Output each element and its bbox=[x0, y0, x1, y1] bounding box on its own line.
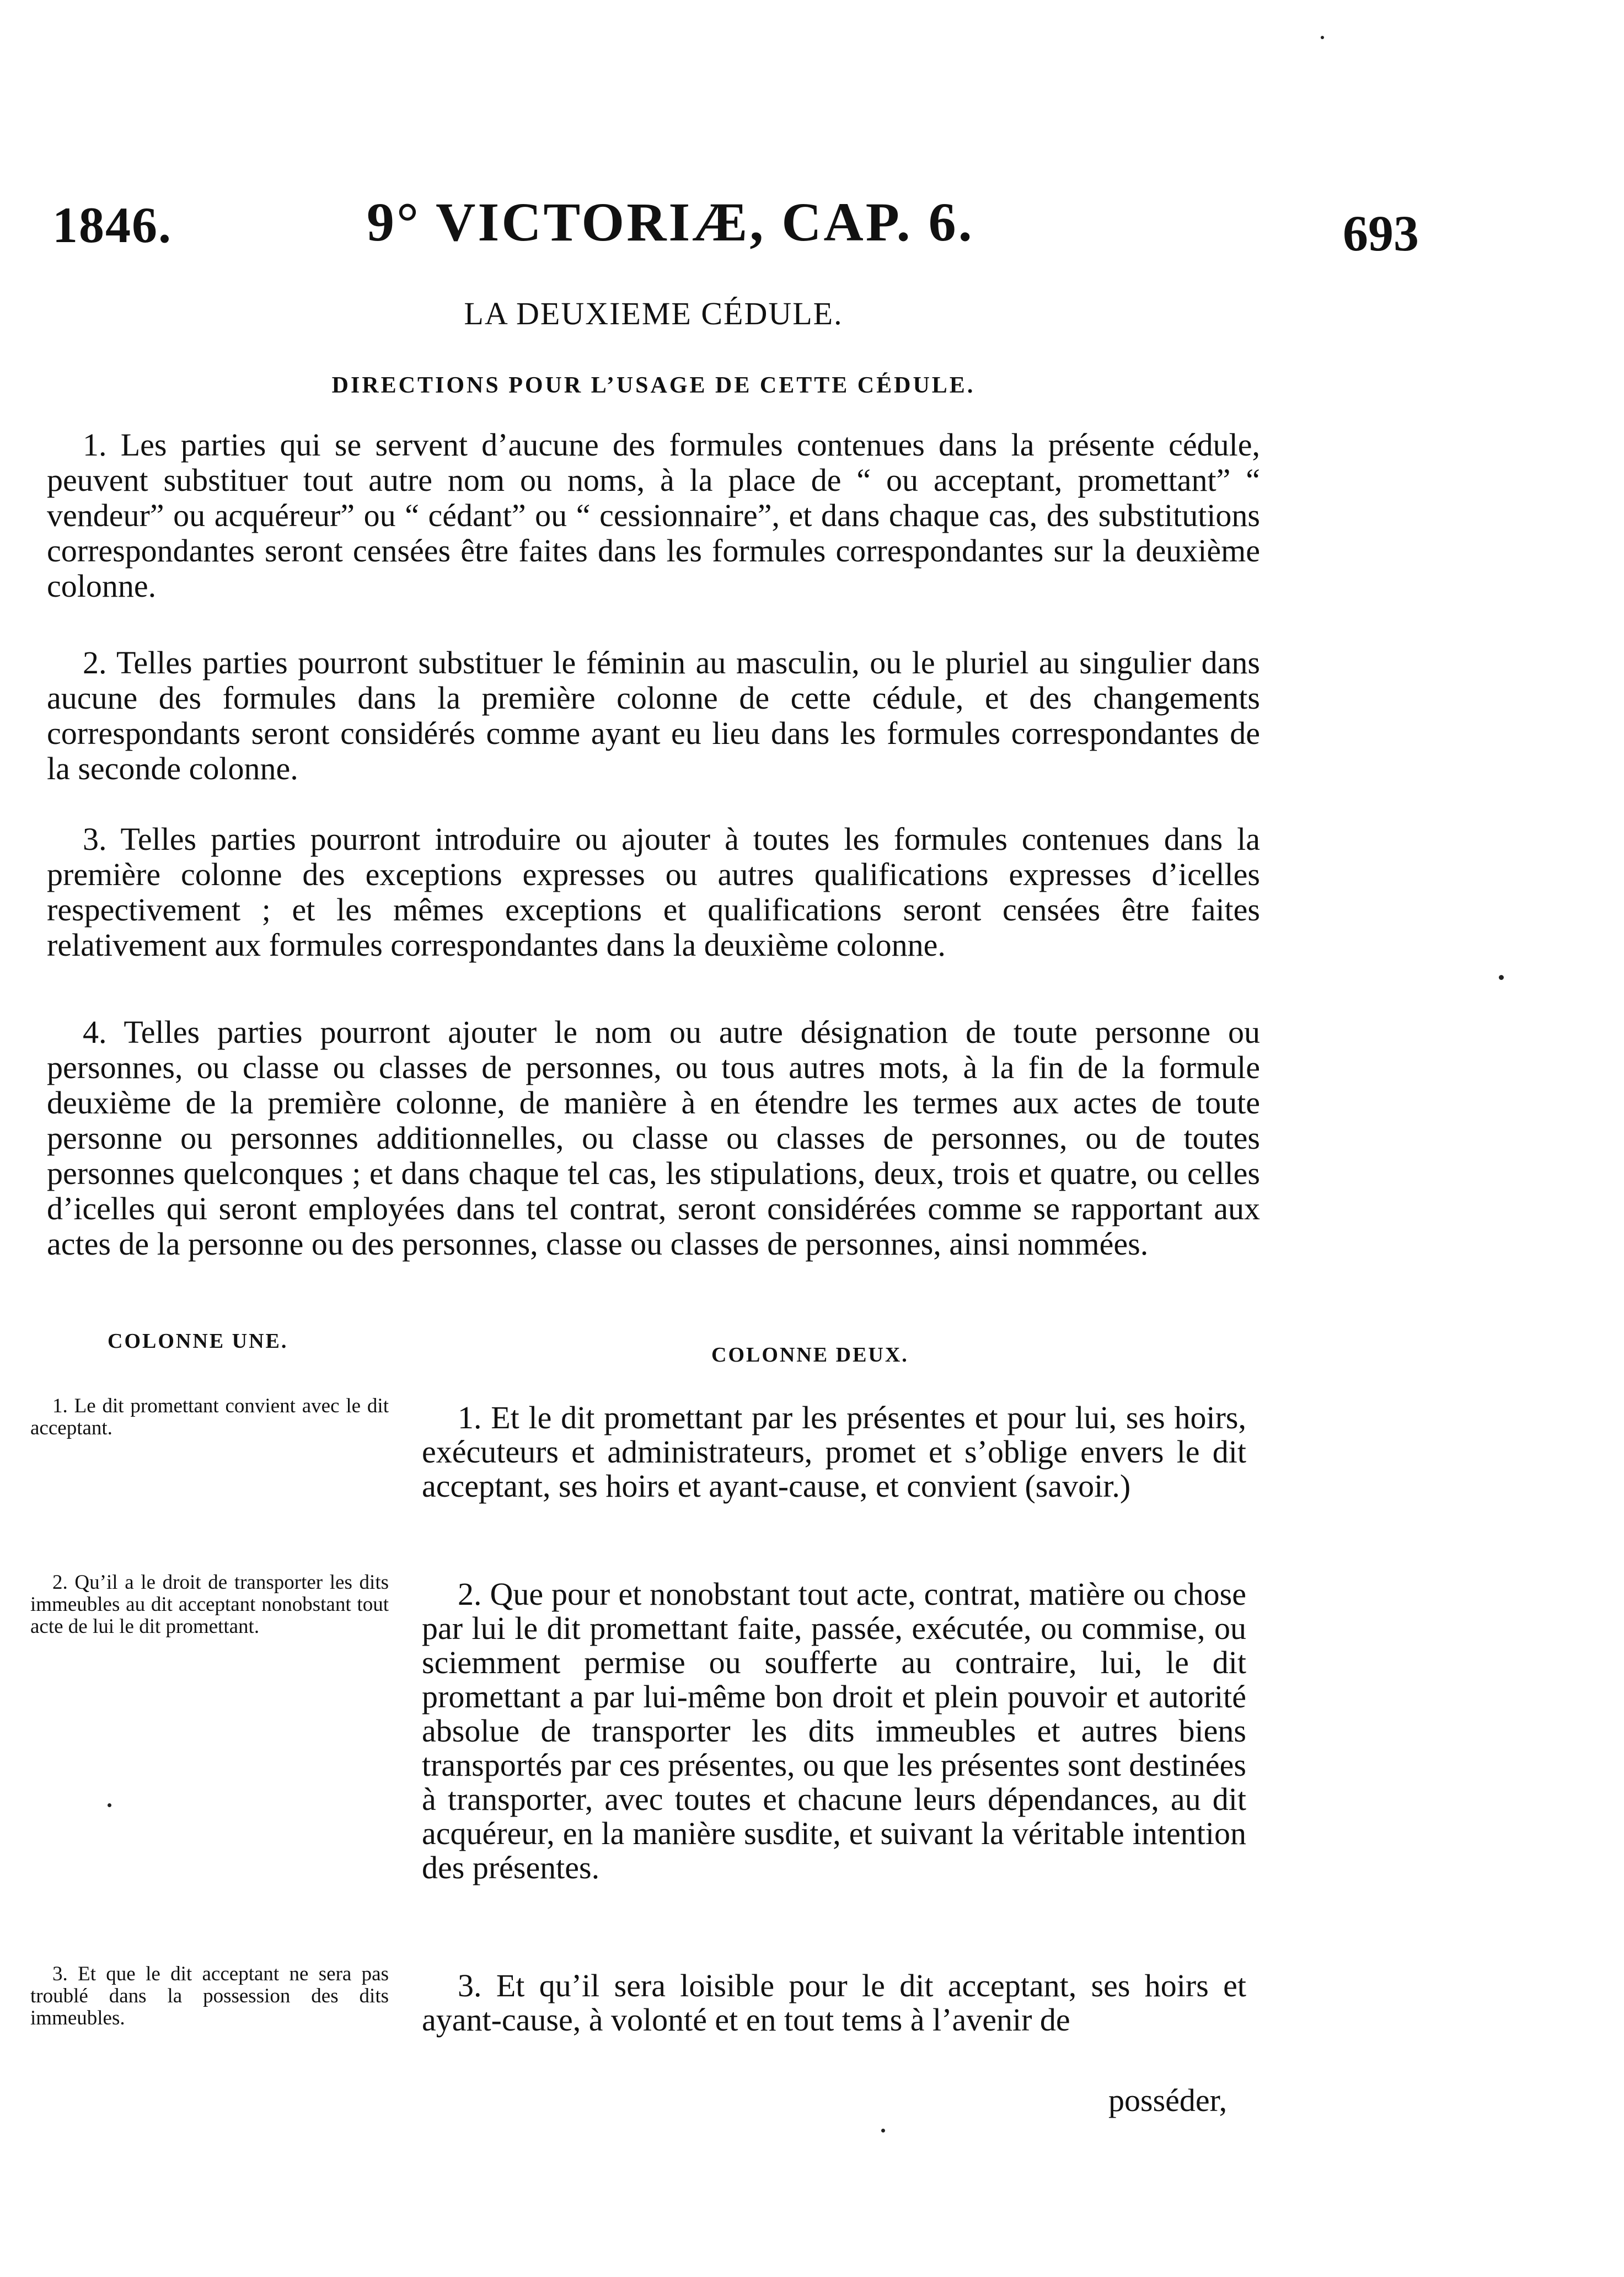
column-one-heading: COLONNE UNE. bbox=[108, 1330, 288, 1353]
scan-speck bbox=[1499, 975, 1504, 980]
margin-note-3: 3. Et que le dit acceptant ne sera pas troublé dans la possession des dits immeubles. bbox=[30, 1963, 389, 2029]
clause-3: 3. Et qu’il sera loisible pour le dit acceptant, ses hoirs et ayant-cause, à volonté et en tout tems à l’avenir de bbox=[422, 1968, 1246, 2038]
clause-2: 2. Que pour et nonobstant tout acte, contrat, matière ou chose par lui le dit promettant faite, passée, exécutée, ou commise, ou sciemment permise ou soufferte au contraire, lui, le dit promettant a par lui-même bon droit et plein pouvoir et autorité absolue de transporter les dits immeubles et autres biens transportés par ces présentes, ou que les présentes sont destinées à transporter, avec toutes et chacune leurs dépendances, au dit acquéreur, en la manière susdite, et suivant la véritable intention des présentes. bbox=[422, 1576, 1246, 1885]
page-number: 693 bbox=[1343, 205, 1419, 261]
direction-paragraph-4: 4. Telles parties pourront ajouter le nom ou autre désignation de toute personne ou personnes, ou classe ou classes de personnes, ou tous autres mots, à la fin de la formule deuxième de la première colonne, de manière à en étendre les termes aux actes de toute personne ou personnes additionnelles, ou classe ou classes de personnes, ou de toutes personnes quelconques ; et dans chaque tel cas, les stipulations, deux, trois et quatre, ou celles d’icelles qui seront employées dans tel contrat, seront considérées comme se rapportant aux actes de la personne ou des personnes, classe ou classes de personnes, ainsi nommées. bbox=[47, 1014, 1260, 1262]
catchword: posséder, bbox=[1108, 2082, 1228, 2118]
margin-note-2: 2. Qu’il a le droit de transporter les dits immeubles au dit acceptant nonobstant tout acte de lui le dit promettant. bbox=[30, 1571, 389, 1638]
header-title: 9° VICTORIÆ, CAP. 6. bbox=[367, 191, 974, 253]
scan-speck bbox=[108, 1803, 111, 1807]
column-two-heading: COLONNE DEUX. bbox=[711, 1343, 909, 1367]
direction-paragraph-2: 2. Telles parties pourront substituer le féminin au masculin, ou le pluriel au singulier dans aucune des formules dans la première colonne de cette cédule, et des changements correspondants seront considérés comme ayant eu lieu dans les formules correspondantes de la seconde colonne. bbox=[47, 645, 1260, 786]
scan-speck bbox=[881, 2129, 885, 2133]
header-year: 1846. bbox=[52, 197, 172, 253]
scan-speck bbox=[1321, 36, 1324, 39]
schedule-title: LA DEUXIEME CÉDULE. bbox=[464, 296, 843, 331]
margin-note-1: 1. Le dit promettant convient avec le dit acceptant. bbox=[30, 1395, 389, 1439]
clause-1: 1. Et le dit promettant par les présentes et pour lui, ses hoirs, exécuteurs et administrateurs, promet et s’oblige envers le dit acceptant, ses hoirs et ayant-cause, et convient (savoir.) bbox=[422, 1400, 1246, 1504]
direction-paragraph-1: 1. Les parties qui se servent d’aucune des formules contenues dans la présente cédule, peuvent substituer tout autre nom ou noms, à la place de “ ou acceptant, promettant” “ vendeur” ou acquéreur” ou “ cédant” ou “ cessionnaire”, et dans chaque cas, des substitutions correspondantes seront censées être faites dans les formules correspondantes sur la deuxième colonne. bbox=[47, 427, 1260, 604]
directions-title: DIRECTIONS POUR L’USAGE DE CETTE CÉDULE. bbox=[331, 373, 976, 398]
direction-paragraph-3: 3. Telles parties pourront introduire ou ajouter à toutes les formules contenues dans la première colonne des exceptions expresses ou autres qualifications expresses d’icelles respectivement ; et les mêmes exceptions et qualifications seront censées être faites relativement aux formules correspondantes dans la deuxième colonne. bbox=[47, 821, 1260, 963]
